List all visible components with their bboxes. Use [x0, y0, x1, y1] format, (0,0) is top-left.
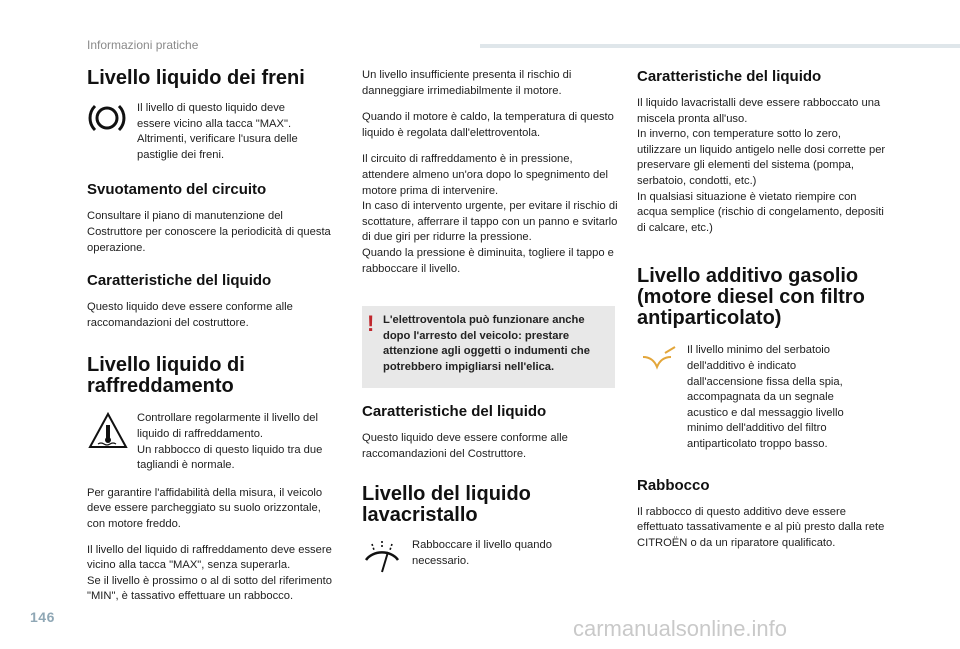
fan-warning-text: L'elettroventola può funzionare anche dopo l'arresto del veicolo: prestare attenzione agli oggetti o indumenti che potrebbero impigliarsi nell'elica. — [383, 314, 590, 373]
coolant-title: Livello liquido di raffreddamento — [87, 354, 245, 398]
engine-hot-text: Quando il motore è caldo, la temperatura di questo liquido è regolata dall'elettroventola. — [362, 111, 614, 139]
circuit-drain-text: Consultare il piano di manutenzione del Costruttore per conoscere la periodicità di questa operazione. — [87, 210, 331, 254]
coolant-specs-text: Questo liquido deve essere conforme alle raccomandazioni del Costruttore. — [362, 432, 568, 460]
refill-text: Il rabbocco di questo additivo deve essere effettuato tassativamente e al più presto dalla rete CITROËN o da un riparatore qualificato. — [637, 505, 885, 549]
pressure-circuit-text: Il circuito di raffreddamento è in pressione, attendere almeno un'ora dopo lo spegnimento del motore prima di intervenire. In caso di intervento urgente, per evitare il rischio di scottature, afferrare il tappo con un panno e svitarlo di due giri per ridurre la pressione. Quando la pressione è diminuita, togliere il tappo e rabboccare il livello. — [362, 153, 618, 275]
additive-block — [637, 343, 887, 452]
brake-fluid-specs-text: Questo liquido deve essere conforme alle raccomandazioni del costruttore. — [87, 301, 293, 329]
coolant-text: Controllare regolarmente il livello del liquido di raffreddamento. Un rabbocco di questo liquido tra due tagliandi è normale. — [137, 412, 323, 472]
brake-fluid-specs-heading: Caratteristiche del liquido — [87, 272, 272, 290]
column-2 — [362, 68, 618, 277]
column-1 — [87, 68, 337, 605]
fuel-additive-icon — [637, 343, 687, 384]
washer-specs-heading: Caratteristiche del liquido — [637, 68, 822, 85]
brake-fluid-title: Livello liquido dei freni — [87, 67, 305, 89]
brake-fluid-text: Il livello di questo liquido deve essere vicino alla tacca "MAX". Altrimenti, verificare l'usura delle pastiglie dei freni. — [137, 102, 298, 161]
coolant-measurement-text: Per garantire l'affidabilità della misura, il veicolo deve essere parcheggiato su suolo orizzontale, con motore freddo. — [87, 486, 323, 530]
washer-specs-text: Il liquido lavacristalli deve essere rabboccato una miscela pronta all'uso. In inverno, con temperature sotto lo zero, utilizzare un liquido antigelo nelle dosi corrette per preservare gli elementi del sistema (pompa, serbatoio, condotti, etc.) In qualsiasi situazione è vietato riempire con acqua semplice (rischio di congelamento, depositi di calcare, etc.) — [637, 97, 886, 234]
column-2-lower — [362, 403, 618, 583]
washer-fluid-icon — [362, 538, 412, 583]
refill-heading: Rabbocco — [637, 476, 710, 494]
warning-exclamation-icon: ! — [367, 311, 375, 336]
page-number: 146 — [30, 609, 55, 625]
coolant-temperature-icon — [87, 411, 137, 456]
watermark: carmanualsonline.info — [573, 616, 788, 641]
additive-title: Livello additivo gasolio (motore diesel con filtro antiparticolato) — [637, 265, 865, 330]
brake-fluid-block — [87, 101, 337, 163]
washer-fluid-title: Livello del liquido lavacristallo — [362, 483, 531, 527]
additive-text: Il livello minimo del serbatoio dell'additivo è indicato dall'accensione fissa della spia, accompagnata da un segnale acustico e dal messaggio livello minimo dell'additivo del filtro antiparticolato troppo basso. — [687, 344, 844, 450]
header-rule — [480, 44, 960, 48]
circuit-drain-heading: Svuotamento del circuito — [87, 181, 267, 199]
coolant-block — [87, 411, 337, 473]
brake-warning-icon — [87, 101, 137, 140]
washer-fluid-text: Rabboccare il livello quando necessario. — [412, 539, 552, 567]
fan-warning-box — [362, 306, 615, 388]
coolant-level-text: Il livello del liquido di raffreddamento deve essere vicino alla tacca "MAX", senza superarla. Se il livello è prossimo o al di sotto del riferimento "MIN", è tassativo effettuare un rabbocco. — [87, 543, 332, 603]
column-3 — [637, 68, 887, 551]
washer-fluid-block — [362, 538, 618, 583]
coolant-specs-heading: Caratteristiche del liquido — [362, 403, 547, 420]
section-header: Informazioni pratiche — [87, 38, 199, 52]
insufficient-level-text: Un livello insufficiente presenta il rischio di danneggiare irrimediabilmente il motore. — [362, 69, 572, 97]
